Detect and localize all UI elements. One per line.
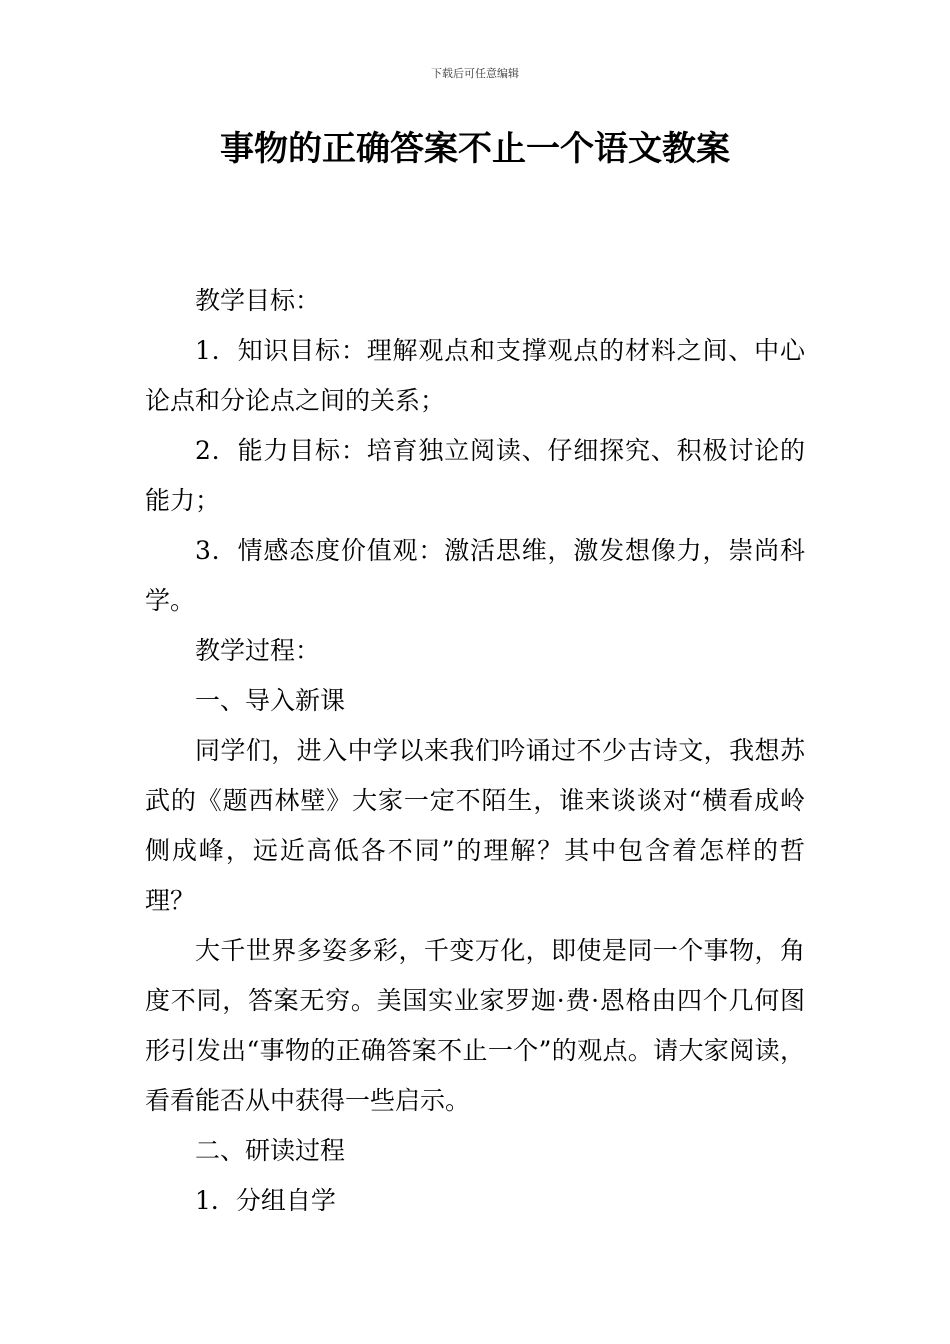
document-body [145,276,805,1226]
header-note: 下载后可任意编辑 [431,67,519,80]
paragraph-section-reading-heading: 二、研读过程 [195,1136,346,1165]
paragraph-teaching-process-heading: 教学过程： [195,636,321,665]
paragraph-teaching-goals-heading: 教学目标： [195,286,321,315]
paragraph-intro-text: 同学们，进入中学以来我们吟诵过不少古诗文，我想苏武的《题西林壁》大家一定不陌生，谁来谈谈对“横看成岭侧成峰，远近高低各不同”的理解？其中包含着怎样的哲理？ [145,736,805,915]
paragraph-knowledge-goal: 1．知识目标：理解观点和支撑观点的材料之间、中心论点和分论点之间的关系； [145,336,805,415]
document-title: 事物的正确答案不止一个语文教案 [220,129,730,169]
paragraph-attitude-goal: 3．情感态度价值观：激活思维，激发想像力，崇尚科学。 [145,536,805,615]
paragraph-section-intro-heading: 一、导入新课 [195,686,346,715]
paragraph-ability-goal: 2．能力目标：培育独立阅读、仔细探究、积极讨论的能力； [145,436,805,515]
paragraph-group-study: 1．分组自学 [195,1186,336,1215]
paragraph-world-text: 大千世界多姿多彩，千变万化，即使是同一个事物，角度不同，答案无穷。美国实业家罗迦·费·恩格由四个几何图形引发出“事物的正确答案不止一个”的观点。请大家阅读，看看能否从中获得一些启示。 [145,936,805,1115]
